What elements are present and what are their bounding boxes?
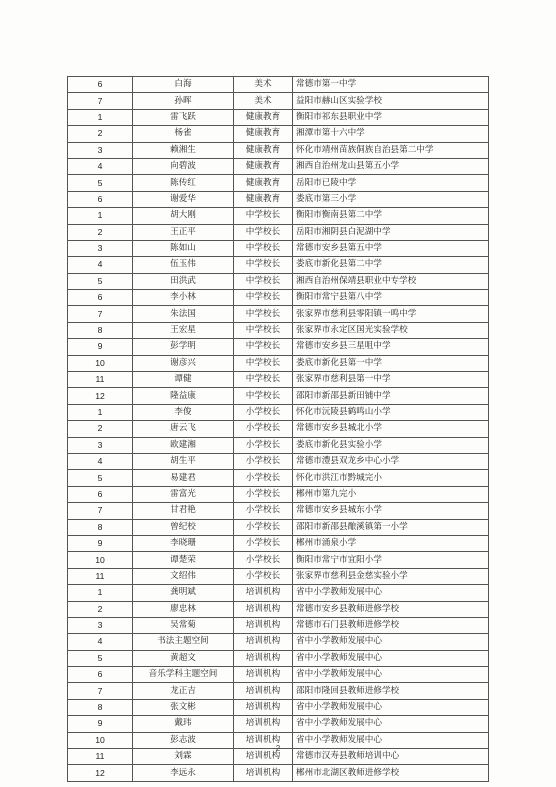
name-cell: 戴玮 (133, 716, 234, 732)
subject-cell: 健康教育 (234, 175, 293, 191)
unit-cell: 娄底市新化县第二中学 (293, 257, 489, 273)
name-cell: 隆益康 (133, 388, 234, 404)
name-cell: 杨雀 (133, 126, 234, 142)
row-number-cell: 11 (68, 568, 133, 584)
row-number-cell: 12 (68, 388, 133, 404)
row-number-cell: 1 (68, 109, 133, 125)
row-number-cell: 11 (68, 372, 133, 388)
name-cell: 文绍伟 (133, 568, 234, 584)
table-row (68, 503, 489, 519)
name-cell: 彭学明 (133, 339, 234, 355)
unit-cell: 邵阳市隆回县教师进修学校 (293, 683, 489, 699)
subject-cell: 培训机构 (234, 601, 293, 617)
table-row (68, 388, 489, 404)
subject-cell: 小学校长 (234, 486, 293, 502)
table-row (68, 191, 489, 207)
row-number-cell: 6 (68, 290, 133, 306)
table-row (68, 667, 489, 683)
row-number-cell: 8 (68, 699, 133, 715)
subject-cell: 小学校长 (234, 404, 293, 420)
name-cell: 龚明斌 (133, 585, 234, 601)
unit-cell: 邵阳市新邵县新田铺中学 (293, 388, 489, 404)
table-row (68, 585, 489, 601)
name-cell: 李晓珊 (133, 535, 234, 551)
subject-cell: 中学校长 (234, 388, 293, 404)
name-cell: 李俊 (133, 404, 234, 420)
subject-cell: 中学校长 (234, 257, 293, 273)
row-number-cell: 3 (68, 240, 133, 256)
unit-cell: 岳阳市已陵中学 (293, 175, 489, 191)
row-number-cell: 4 (68, 158, 133, 174)
unit-cell: 娄底市第三小学 (293, 191, 489, 207)
table-row (68, 273, 489, 289)
subject-cell: 中学校长 (234, 322, 293, 338)
table-row (68, 109, 489, 125)
row-number-cell: 7 (68, 683, 133, 699)
table-row (68, 355, 489, 371)
table-row (68, 535, 489, 551)
name-cell: 谭健 (133, 372, 234, 388)
row-number-cell: 7 (68, 503, 133, 519)
subject-cell: 培训机构 (234, 716, 293, 732)
subject-cell: 小学校长 (234, 503, 293, 519)
row-number-cell: 3 (68, 617, 133, 633)
roster-table-body (68, 77, 489, 782)
name-cell: 欧建湘 (133, 437, 234, 453)
name-cell: 廖忠林 (133, 601, 234, 617)
unit-cell: 怀化市靖州苗族侗族自治县第二中学 (293, 142, 489, 158)
name-cell: 李远永 (133, 765, 234, 781)
row-number-cell: 8 (68, 519, 133, 535)
name-cell: 易建君 (133, 470, 234, 486)
subject-cell: 健康教育 (234, 158, 293, 174)
subject-cell: 中学校长 (234, 208, 293, 224)
name-cell: 陈如山 (133, 240, 234, 256)
table-row (68, 552, 489, 568)
name-cell: 吴常菊 (133, 617, 234, 633)
row-number-cell: 6 (68, 486, 133, 502)
unit-cell: 郴州市第九完小 (293, 486, 489, 502)
row-number-cell: 12 (68, 765, 133, 781)
table-row (68, 306, 489, 322)
name-cell: 王宏星 (133, 322, 234, 338)
table-row (68, 650, 489, 666)
row-number-cell: 2 (68, 126, 133, 142)
row-number-cell: 11 (68, 749, 133, 765)
row-number-cell: 3 (68, 437, 133, 453)
subject-cell: 健康教育 (234, 191, 293, 207)
subject-cell: 小学校长 (234, 519, 293, 535)
subject-cell: 美术 (234, 93, 293, 109)
table-row (68, 240, 489, 256)
subject-cell: 中学校长 (234, 290, 293, 306)
unit-cell: 省中小学教师发展中心 (293, 667, 489, 683)
row-number-cell: 5 (68, 175, 133, 191)
subject-cell: 小学校长 (234, 535, 293, 551)
name-cell: 赖湘生 (133, 142, 234, 158)
subject-cell: 美术 (234, 77, 293, 93)
unit-cell: 张家界市慈利县零阳镇一鸣中学 (293, 306, 489, 322)
subject-cell: 培训机构 (234, 732, 293, 748)
row-number-cell: 6 (68, 77, 133, 93)
subject-cell: 培训机构 (234, 765, 293, 781)
table-row (68, 486, 489, 502)
subject-cell: 小学校长 (234, 421, 293, 437)
unit-cell: 湘西自治州龙山县第五小学 (293, 158, 489, 174)
unit-cell: 衡阳市祁东县职业中学 (293, 109, 489, 125)
row-number-cell: 2 (68, 224, 133, 240)
subject-cell: 健康教育 (234, 142, 293, 158)
table-row (68, 568, 489, 584)
table-row (68, 257, 489, 273)
table-row (68, 224, 489, 240)
unit-cell: 张家界市慈利县金慈实验小学 (293, 568, 489, 584)
row-number-cell: 3 (68, 142, 133, 158)
subject-cell: 培训机构 (234, 585, 293, 601)
name-cell: 白海 (133, 77, 234, 93)
unit-cell: 常德市石门县教师进修学校 (293, 617, 489, 633)
unit-cell: 娄底市新化县实验小学 (293, 437, 489, 453)
table-row (68, 601, 489, 617)
subject-cell: 中学校长 (234, 355, 293, 371)
row-number-cell: 9 (68, 535, 133, 551)
unit-cell: 怀化市洪江市黔城完小 (293, 470, 489, 486)
table-row (68, 208, 489, 224)
unit-cell: 常德市安乡县城北小学 (293, 421, 489, 437)
unit-cell: 省中小学教师发展中心 (293, 716, 489, 732)
unit-cell: 湘西自治州保靖县职业中专学校 (293, 273, 489, 289)
row-number-cell: 4 (68, 453, 133, 469)
name-cell: 龙正吉 (133, 683, 234, 699)
row-number-cell: 6 (68, 191, 133, 207)
table-row (68, 421, 489, 437)
name-cell: 张文彬 (133, 699, 234, 715)
row-number-cell: 2 (68, 601, 133, 617)
name-cell: 甘君艳 (133, 503, 234, 519)
subject-cell: 中学校长 (234, 273, 293, 289)
row-number-cell: 5 (68, 470, 133, 486)
unit-cell: 省中小学教师发展中心 (293, 650, 489, 666)
unit-cell: 岳阳市湘阴县白泥湖中学 (293, 224, 489, 240)
unit-cell: 益阳市赫山区实验学校 (293, 93, 489, 109)
name-cell: 曾纪校 (133, 519, 234, 535)
table-row (68, 158, 489, 174)
row-number-cell: 1 (68, 585, 133, 601)
table-row (68, 290, 489, 306)
subject-cell: 培训机构 (234, 650, 293, 666)
row-number-cell: 4 (68, 257, 133, 273)
subject-cell: 中学校长 (234, 372, 293, 388)
subject-cell: 中学校长 (234, 306, 293, 322)
unit-cell: 衡阳市常宁县第八中学 (293, 290, 489, 306)
table-row (68, 634, 489, 650)
table-row (68, 372, 489, 388)
table-row (68, 470, 489, 486)
table-row (68, 683, 489, 699)
subject-cell: 中学校长 (234, 240, 293, 256)
name-cell: 孙晖 (133, 93, 234, 109)
name-cell: 谢彦兴 (133, 355, 234, 371)
row-number-cell: 1 (68, 208, 133, 224)
unit-cell: 衡阳市常宁市宜阳小学 (293, 552, 489, 568)
table-row (68, 322, 489, 338)
unit-cell: 省中小学教师发展中心 (293, 585, 489, 601)
name-cell: 彭志波 (133, 732, 234, 748)
table-row (68, 404, 489, 420)
subject-cell: 小学校长 (234, 437, 293, 453)
table-row (68, 716, 489, 732)
name-cell: 黄超文 (133, 650, 234, 666)
unit-cell: 湘潭市第十六中学 (293, 126, 489, 142)
unit-cell: 常德市安乡县城东小学 (293, 503, 489, 519)
table-row (68, 339, 489, 355)
table-row (68, 437, 489, 453)
row-number-cell: 1 (68, 404, 133, 420)
subject-cell: 培训机构 (234, 634, 293, 650)
name-cell: 音乐学科主题空间 (133, 667, 234, 683)
row-number-cell: 10 (68, 355, 133, 371)
unit-cell: 省中小学教师发展中心 (293, 699, 489, 715)
unit-cell: 常德市澧县双龙乡中心小学 (293, 453, 489, 469)
table-row (68, 699, 489, 715)
subject-cell: 培训机构 (234, 749, 293, 765)
subject-cell: 健康教育 (234, 109, 293, 125)
row-number-cell: 7 (68, 93, 133, 109)
unit-cell: 娄底市新化县第一中学 (293, 355, 489, 371)
subject-cell: 小学校长 (234, 470, 293, 486)
name-cell: 李小林 (133, 290, 234, 306)
subject-cell: 培训机构 (234, 683, 293, 699)
subject-cell: 中学校长 (234, 224, 293, 240)
name-cell: 伍玉伟 (133, 257, 234, 273)
table-row (68, 765, 489, 781)
unit-cell: 常德市汉寿县教师培训中心 (293, 749, 489, 765)
unit-cell: 郴州市涌泉小学 (293, 535, 489, 551)
table-row (68, 93, 489, 109)
unit-cell: 张家界市慈利县第一中学 (293, 372, 489, 388)
unit-cell: 邵阳市新邵县酿溪镇第一小学 (293, 519, 489, 535)
subject-cell: 培训机构 (234, 667, 293, 683)
row-number-cell: 7 (68, 306, 133, 322)
row-number-cell: 8 (68, 322, 133, 338)
subject-cell: 健康教育 (234, 126, 293, 142)
name-cell: 唐云飞 (133, 421, 234, 437)
subject-cell: 培训机构 (234, 699, 293, 715)
table-row (68, 519, 489, 535)
table-row (68, 175, 489, 191)
name-cell: 刘霖 (133, 749, 234, 765)
subject-cell: 培训机构 (234, 617, 293, 633)
name-cell: 雷富光 (133, 486, 234, 502)
row-number-cell: 5 (68, 650, 133, 666)
subject-cell: 小学校长 (234, 568, 293, 584)
row-number-cell: 10 (68, 552, 133, 568)
subject-cell: 小学校长 (234, 552, 293, 568)
unit-cell: 常德市安乡县第五中学 (293, 240, 489, 256)
unit-cell: 常德市第一中学 (293, 77, 489, 93)
row-number-cell: 5 (68, 273, 133, 289)
row-number-cell: 10 (68, 732, 133, 748)
row-number-cell: 9 (68, 339, 133, 355)
roster-table (67, 76, 489, 782)
page-number: 2 (275, 744, 281, 753)
table-row (68, 617, 489, 633)
name-cell: 向碧波 (133, 158, 234, 174)
name-cell: 王正平 (133, 224, 234, 240)
table-row (68, 453, 489, 469)
name-cell: 谢爱华 (133, 191, 234, 207)
unit-cell: 省中小学教师发展中心 (293, 732, 489, 748)
unit-cell: 郴州市北湖区教师进修学校 (293, 765, 489, 781)
unit-cell: 怀化市沅陵县鹤鸣山小学 (293, 404, 489, 420)
name-cell: 谭楚荣 (133, 552, 234, 568)
row-number-cell: 4 (68, 634, 133, 650)
name-cell: 胡生平 (133, 453, 234, 469)
unit-cell: 张家界市永定区国光实验学校 (293, 322, 489, 338)
table-row (68, 142, 489, 158)
unit-cell: 省中小学教师发展中心 (293, 634, 489, 650)
subject-cell: 中学校长 (234, 339, 293, 355)
unit-cell: 常德市安乡县三星咀中学 (293, 339, 489, 355)
row-number-cell: 9 (68, 716, 133, 732)
name-cell: 田洪武 (133, 273, 234, 289)
subject-cell: 小学校长 (234, 453, 293, 469)
row-number-cell: 2 (68, 421, 133, 437)
name-cell: 书法主题空间 (133, 634, 234, 650)
name-cell: 胡大刚 (133, 208, 234, 224)
row-number-cell: 6 (68, 667, 133, 683)
table-row (68, 77, 489, 93)
table-row (68, 126, 489, 142)
name-cell: 雷飞跃 (133, 109, 234, 125)
name-cell: 朱法国 (133, 306, 234, 322)
unit-cell: 常德市安乡县教师进修学校 (293, 601, 489, 617)
unit-cell: 衡阳市衡南县第二中学 (293, 208, 489, 224)
name-cell: 陈传红 (133, 175, 234, 191)
